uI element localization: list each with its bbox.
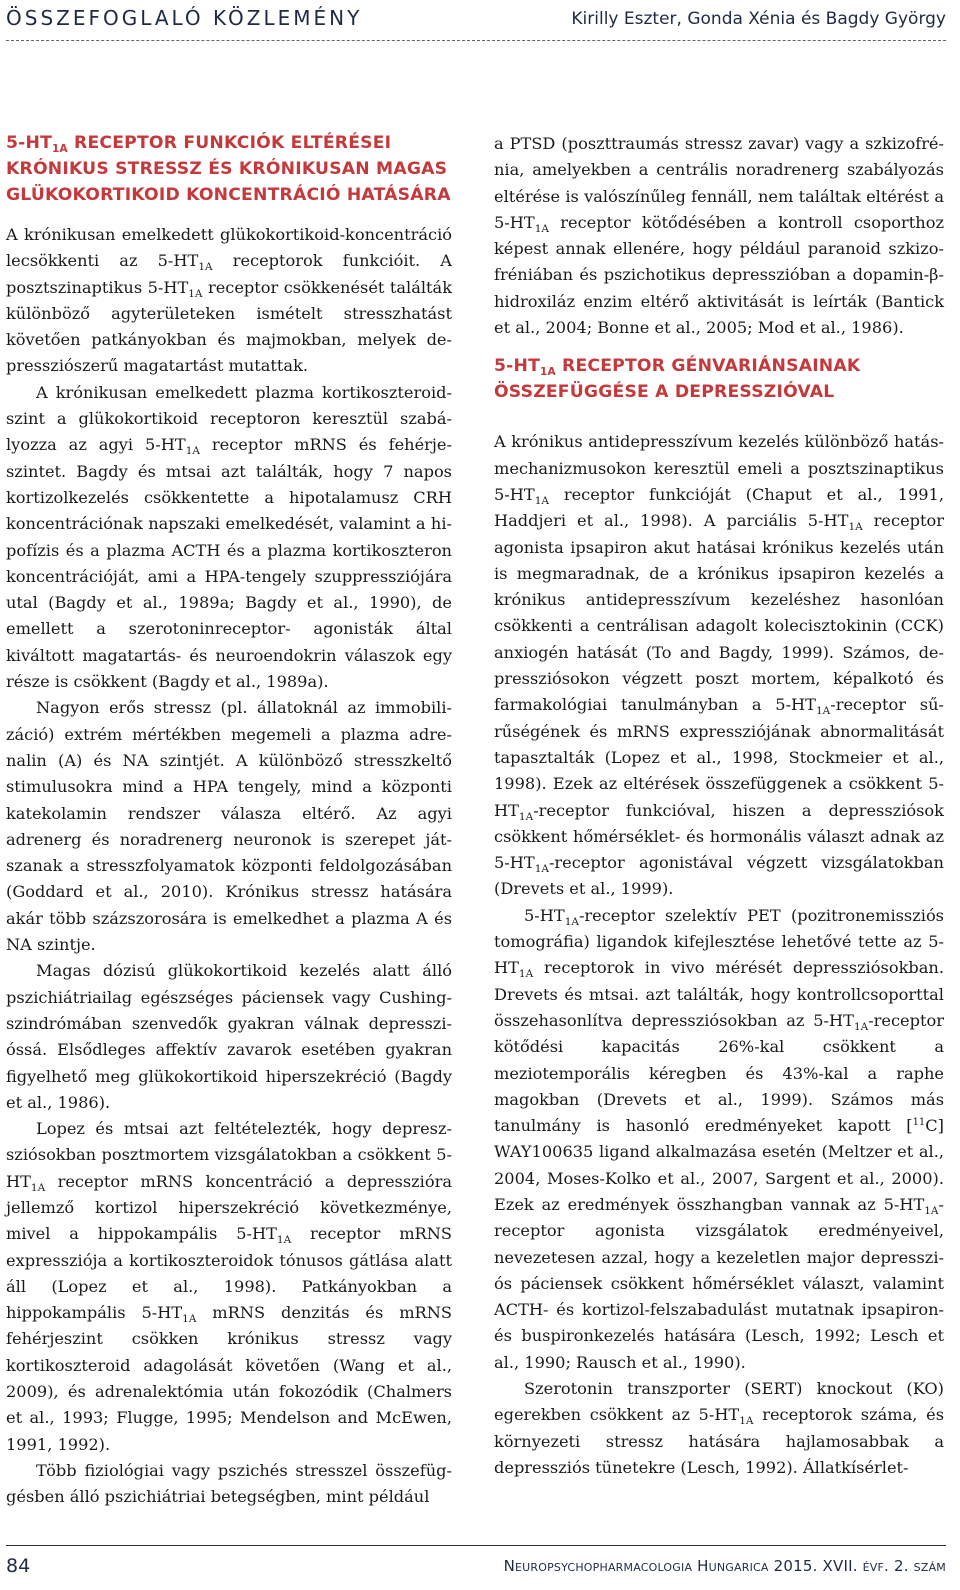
- section-title-stress: $5-HT_{1A}$ RECEPTOR FUNKCIÓK ELTÉRÉSEI KRÓNIKUS STRESSZ ÉS KRÓNIKUSAN MAGAS GLÜKOKORTIKOID KONCENTRÁCIÓ HATÁSÁRA: [6, 133, 451, 205]
- paragraph: A krónikusan emelkedett plazma kortikoszteroidszint a glükokortikoid receptoron keresztül szabályozza az agyi $5-HT_{1A}$ receptor mRNS és fehérjeszintet. Bagdy és mtsai azt találták, hogy 7 napos kortizolkezelés csökkentette a hipotalamusz CRH koncentrációnak napszaki emelkedését, valamint a hipofízis és a plazma ACTH és a plazma kortikoszteron koncentrációját, ami a HPA-tengely szuppressziójára utal (Bagdy et al., 1989a; Bagdy et al., 1990), de emellett a szerotoninreceptor- agonisták által kiváltott magatartás- és neuroendokrin válaszok egy része is csökkent (Bagdy et al., 1989a).: [6, 382, 452, 692]
- right-column: [494, 131, 944, 1481]
- left-column: [6, 130, 452, 1511]
- section-title-genvariants: $5-HT_{1A}$ RECEPTOR GÉNVARIÁNSAINAK ÖSSZEFÜGGÉSE A DEPRESSZIÓVAL: [494, 356, 861, 403]
- page-footer: [6, 1545, 946, 1585]
- journal-citation: Neuropsychopharmacologia Hungarica 2015. XVII. évf. 2. szám: [503, 1557, 946, 1575]
- paragraph: Több fiziológiai vagy pszichés stresszel összefüggésben álló pszichiátriai betegségben, mint például: [6, 1460, 452, 1507]
- paragraph: Magas dózisú glükokortikoid kezelés alatt álló pszichiátriailag egészséges páciensek vagy Cushingszindrómában szenvedők gyakran válnak depresszióssá. Elsődleges affektív zavarok esetében gyakran figyelhető meg glükokortikoid hiperszekréció (Bagdy et al., 1986).: [6, 961, 452, 1112]
- section-label: ÖSSZEFOGLALÓ KÖZLEMÉNY: [6, 6, 363, 30]
- paragraph: A krónikusan emelkedett glükokortikoid-koncentráció lecsökkenti az $5-HT_{1A}$ receptorok funkcióit. A posztszinaptikus $5-HT_{1A}$ receptor csökkenését találták különböző agyterületeken ismételt stresszhatást követően patkányokban és majmokban, melyek depressziószerű magatartást mutattak.: [6, 225, 452, 376]
- paragraph: Nagyon erős stressz (pl. állatoknál az immobilizáció) extrém mértékben megemeli a plazma adrenalin (A) és NA szintjét. A különböző stresszkeltő stimulusokra mind a HPA tengely, mind a központi katekolamin rendszer válasza eltérő. Az agyi adrenerg és noradrenerg neuronok is szerepet játszanak a stresszfolyamatok központi feldolgozásában (Goddard et al., 2010). Krónikus stressz hatására akár több százszorosára is emelkedhet a plazma A és NA szintje.: [6, 698, 452, 955]
- authors: Kirilly Eszter, Gonda Xénia és Bagdy György: [571, 9, 946, 29]
- footer-rule: [6, 1545, 946, 1546]
- paragraph: $5-HT_{1A}$-receptor szelektív PET (pozitronemissziós tomográfia) ligandok kifejlesztése lehetővé tette az $5-HT_{1A}$ receptorok in vivo mérését depressziósokban. Drevets és mtsai. azt találták, hogy kontrollcsoporttal összehasonlítva depressziósokban az $5-HT_{1A}$-receptor kötődési kapacitás 26%-kal csökkent a meziotemporális kéregben és 43%-kal a raphe magokban (Drevets et al., 1999). Számos más tanulmány is hasonló eredményeket kapott [$^{11}$C] WAY100635 ligand alkalmazása esetén (Meltzer et al., 2004, Moses-Kolko et al., 2007, Sargent et al., 2000). Ezek az eredmények összhangban vannak az $5-HT_{1A}$-receptor agonista vizsgálatok eredményeivel, nevezetesen azzal, hogy a kezeletlen major depressziós páciensek csökkent hőmérséklet választ, valamint ACTH- és kortizol-felszabadulást mutatnak ipsapiron- és buspironkezelés hatására (Lesch, 1992; Lesch et al., 1990; Rausch et al., 1990).: [494, 905, 944, 1372]
- paragraph: a PTSD (poszttraumás stressz zavar) vagy a szkizofrénia, amelyekben a centrális noradrenerg szabályozás eltérése is valószínűleg fennáll, nem találtak eltérést a $5-HT_{1A}$ receptor kötődésében a kontroll csoporthoz képest annak ellenére, hogy például paranoid szkizofréniában és pszichotikus depresszióban a dopamin-β-hidroxiláz enzim eltérő aktivitását is leírták (Bantick et al., 2004; Bonne et al., 2005; Mod et al., 1986).: [494, 134, 944, 338]
- paragraph: Szerotonin transzporter (SERT) knockout (KO) egerekben csökkent az $5-HT_{1A}$ receptorok száma, és környezeti stressz hatására hajlamosabbak a depressziós tünetekre (Lesch, 1992). Állatkísérlet-: [494, 1379, 944, 1477]
- paragraph: Lopez és mtsai azt feltételezték, hogy depreszsziósokban posztmortem vizsgálatokban a csökkent $5-HT_{1A}$ receptor mRNS koncentráció a depresszióra jellemző kortizol hiperszekréció következménye, mivel a hippokampális $5-HT_{1A}$ receptor mRNS expressziója a kortikoszteroidok tónusos gátlása alatt áll (Lopez et al., 1998). Patkányokban a hippokampális $5-HT_{1A}$ mRNS denzitás és mRNS fehérjeszint csökken krónikus stressz vagy kortikoszteroid adagolását követően (Wang et al., 2009), és adrenalektómia után fokozódik (Chalmers et al., 1993; Flugge, 1995; Mendelson and McEwen, 1991, 1992).: [6, 1119, 452, 1454]
- page-number: 84: [6, 1555, 31, 1577]
- paragraph: A krónikus antidepresszívum kezelés különböző hatásmechanizmusokon keresztül emeli a posztszinaptikus $5-HT_{1A}$ receptor funkcióját (Chaput et al., 1991, Haddjeri et al., 1998). A parciális $5-HT_{1A}$ receptor agonista ipsapiron akut hatásai krónikus kezelés után is megmaradnak, de a krónikus ipsapiron kezelés a krónikus antidepresszívum kezeléshez hasonlóan csökkenti a centrálisan adagolt kolecisztokinin (CCK) anxiogén hatását (To and Bagdy, 1999). Számos, depressziósokon végzett poszt mortem, képalkotó és farmakológiai tanulmányban a $5-HT_{1A}$-receptor sűrűségének és mRNS expressziójának abnormalitását tapasztalták (Lopez et al., 1998, Stockmeier et al., 1998). Ezek az eltérések összefüggenek a csökkent $5-HT_{1A}$-receptor funkcióval, hiszen a depressziósok csökkent hőmérséklet- és hormonális választ adnak az $5-HT_{1A}$-receptor agonistával végzett vizsgálatokban (Drevets et al., 1999).: [494, 432, 944, 899]
- page-header: [6, 6, 946, 32]
- header-rule: [6, 40, 946, 41]
